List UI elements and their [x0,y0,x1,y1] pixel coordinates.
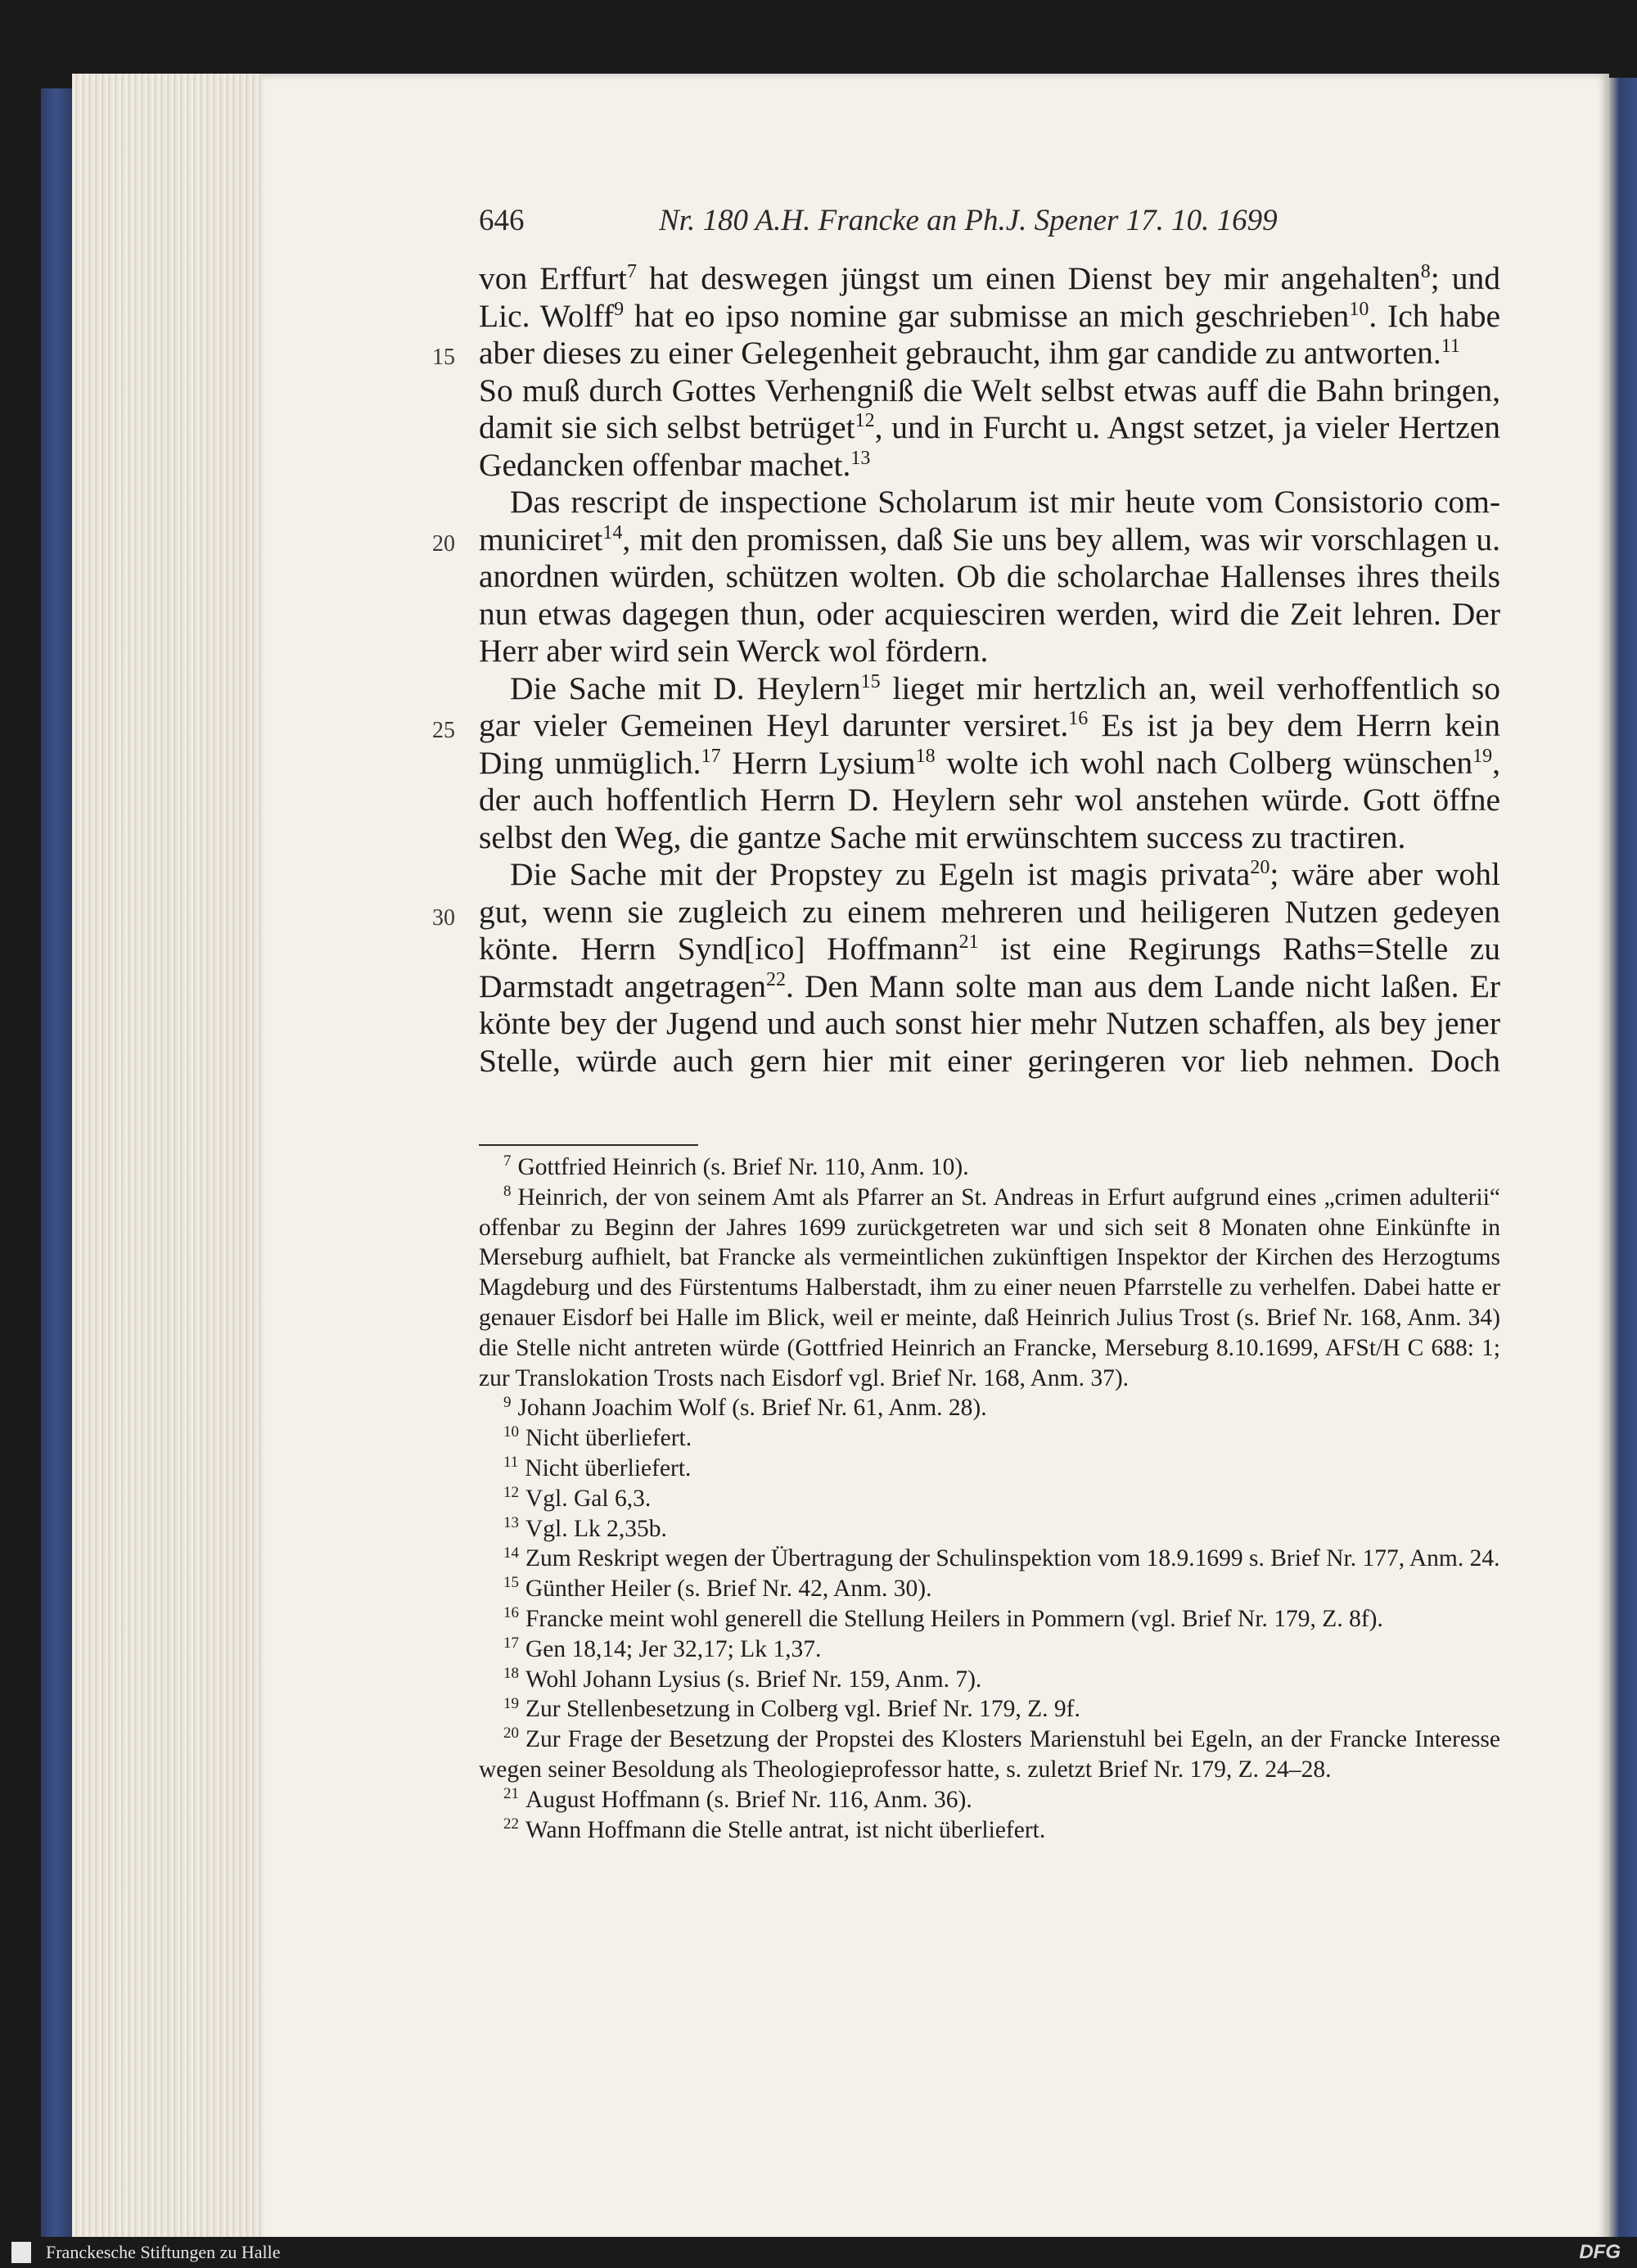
text-run: So muß durch Gottes Verhengniß die Welt selbst etwas auff die Bahn bringen, [479,372,1500,408]
footnote-number: 21 [503,1784,519,1802]
footnote-number: 22 [503,1815,519,1833]
text-line [479,447,1500,485]
text-run: Die Sache mit der Propstey zu Egeln ist magis privata [510,856,1251,892]
text-run: könte. Herrn Synd[ico] Hoffmann [479,931,959,967]
footnote-ref[interactable]: 8 [1420,260,1431,282]
footnote-number: 16 [503,1604,519,1622]
footnote-ref[interactable]: 17 [701,745,721,767]
text-run: ; und [1430,260,1500,296]
text-line [479,782,1500,819]
footnote-ref[interactable]: 9 [614,298,625,320]
text-line [479,260,1500,298]
text-run: Die Sache mit D. Heylern [510,670,861,706]
text-line [479,298,1500,336]
footnote-ref[interactable]: 22 [765,968,786,990]
footnote [479,1423,1500,1454]
footnote-ref[interactable]: 10 [1349,298,1369,320]
footnote [479,1694,1500,1725]
text-line [479,633,1500,670]
footnote-ref[interactable]: 13 [850,447,871,469]
footnote-text: Francke meint wohl generell die Stellung Heilers in Pommern (vgl. Brief Nr. 179, Z. 8f). [525,1605,1383,1632]
text-line [479,372,1500,410]
viewer-footer [0,2237,1637,2268]
footnote [479,1514,1500,1544]
book-spine [41,88,74,2237]
page-number: 646 [479,204,525,237]
text-run: nun etwas dagegen thun, oder acquiesciren werden, wird die Zeit lehren. Der [479,595,1500,632]
footnote-ref[interactable]: 15 [860,670,881,692]
footnote-text: Zur Frage der Besetzung der Propstei des Klosters Marienstuhl bei Egeln, an der Francke Interesse wegen seiner Besoldung als Theologieprofessor hatte, s. zuletzt Brief Nr. 179, Z. 24–28. [479,1726,1500,1783]
footnote-number: 8 [503,1182,512,1200]
footnote-text: Wohl Johann Lysius (s. Brief Nr. 159, Anm. 7). [525,1666,982,1693]
footnote [479,1665,1500,1695]
footnote [479,1574,1500,1604]
footnote [479,1815,1500,1846]
book-cover-edge [1608,78,1637,2239]
text-line [479,894,1500,931]
footnote-ref[interactable]: 20 [1250,856,1270,878]
text-run: Herrn Lysium [720,744,916,781]
text-line [479,409,1500,447]
footnote [479,1725,1500,1785]
footnote-ref[interactable]: 7 [627,260,638,282]
footnote-text: Zur Stellenbesetzung in Colberg vgl. Brief Nr. 179, Z. 9f. [525,1696,1080,1723]
footnote-text: Nicht überliefert. [525,1425,692,1452]
text-line [479,931,1500,968]
footnote-ref[interactable]: 11 [1441,335,1460,357]
footnote-number: 10 [503,1423,519,1441]
text-line [479,484,1500,521]
footnote-text: Zum Reskript wegen der Übertragung der Schulinspektion vom 18.9.1699 s. Brief Nr. 177, Anm. 24. [525,1545,1500,1572]
footnote [479,1544,1500,1574]
footnote-text: Wann Hoffmann die Stelle antrat, ist nicht überliefert. [525,1816,1046,1843]
text-run: , [1492,744,1500,781]
footnote-number: 7 [503,1152,512,1170]
text-line [479,558,1500,596]
footnote-number: 15 [503,1574,519,1592]
footnote-ref[interactable]: 14 [602,521,623,543]
footnote-text: Heinrich, der von seinem Amt als Pfarrer an St. Andreas in Erfurt aufgrund eines „crimen adulterii“ offenbar zu Beginn der Jahres 1699 zurückgetreten war und sich seit 8 Monaten ohne Einkünfte in Merseburg aufhielt, bat Francke als vermeintlichen zukünftigen Inspektor der Kirchen des Herzogtums Magdeburg und des Fürstentums Halberstadt, ihm zu einer neuen Pfarrstelle zu verhelfen. Dabei hatte er genauer Eisdorf bei Halle im Blick, weil er meinte, daß Heinrich Julius Trost (s. Brief Nr. 168, Anm. 34) die Stelle nicht antreten würde (Gottfried Heinrich an Francke, Merseburg 8.10.1699, AFSt/H C 688: 1; zur Translokation Trosts nach Eisdorf vgl. Brief Nr. 168, Anm. 37). [479,1184,1500,1391]
text-line [479,670,1500,708]
text-run: Das rescript de inspectione Scholarum ist mir heute vom Consistorio com- [510,484,1500,520]
footnote-number: 13 [503,1513,519,1531]
text-run: Darmstadt angetragen [479,967,766,1004]
text-line [479,335,1500,372]
text-run: hat eo ipso nomine gar submisse an mich geschrieben [624,297,1350,334]
footnote-number: 17 [503,1634,519,1652]
text-run: Lic. Wolff [479,297,615,334]
text-run: gar vieler Gemeinen Heyl darunter versiret. [479,707,1069,743]
footnote-number: 11 [503,1454,519,1472]
text-run: Ding unmüglich. [479,744,701,781]
text-run: . Ich habe [1369,297,1500,334]
text-line [479,1005,1500,1043]
text-run: wolte ich wohl nach Colberg wünschen [935,744,1473,781]
footnote-number: 12 [503,1483,519,1501]
footnote-number: 19 [503,1694,519,1712]
footnote-text: Johann Joachim Wolf (s. Brief Nr. 61, Anm. 28). [517,1395,987,1422]
text-run: , und in Furcht u. Angst setzet, ja vieler Hertzen [874,409,1500,445]
text-run: der auch hoffentlich Herrn D. Heylern sehr wol anstehen würde. Gott öffne [479,782,1500,818]
footnote [479,1634,1500,1665]
footnote [479,1604,1500,1634]
footnote-text: August Hoffmann (s. Brief Nr. 116, Anm. 36). [525,1786,972,1813]
institution-logo-icon [11,2242,31,2263]
text-run: Es ist ja bey dem Herrn kein [1088,707,1500,743]
text-line [479,856,1500,894]
text-run: damit sie sich selbst betrüget [479,409,855,445]
text-run: Herr aber wird sein Werck wol fördern. [479,633,989,669]
letter-body [479,260,1500,1080]
line-number: 15 [432,345,455,370]
text-run: gut, wenn sie zugleich zu einem mehreren und heiligeren Nutzen gedeyen [479,893,1500,930]
footnote-ref[interactable]: 18 [915,745,936,767]
footnote-text: Gottfried Heinrich (s. Brief Nr. 110, Anm. 10). [517,1154,969,1180]
footnote-text: Nicht überliefert. [525,1454,692,1481]
text-line [479,707,1500,745]
footnote-ref[interactable]: 16 [1068,707,1089,729]
footnote [479,1785,1500,1815]
line-number: 25 [432,718,455,743]
text-run: , mit den promissen, daß Sie uns bey allem, was wir vorschlagen u. [622,521,1500,557]
footnote-text: Vgl. Gal 6,3. [525,1485,652,1512]
institution-name: Franckesche Stiftungen zu Halle [46,2242,281,2262]
text-line [479,968,1500,1006]
footnote-ref[interactable]: 21 [958,931,979,953]
line-number: 20 [432,531,455,557]
footnote [479,1152,1500,1183]
text-run: Stelle, würde auch gern hier mit einer geringeren vor lieb nehmen. Doch [479,1042,1500,1079]
text-run: municiret [479,521,603,557]
text-run: lieget mir hertzlich an, weil verhoffentlich so [880,670,1500,706]
footnote [479,1454,1500,1484]
running-head: Nr. 180 A.H. Francke an Ph.J. Spener 17. 10. 1699 [659,204,1278,237]
text-run: selbst den Weg, die gantze Sache mit erwünschtem success zu tractiren. [479,818,1406,855]
footnote-text: Gen 18,14; Jer 32,17; Lk 1,37. [525,1635,822,1662]
text-run: . Den Mann solte man aus dem Lande nicht laßen. Er [785,967,1500,1004]
footnote-ref[interactable]: 12 [855,409,875,431]
footnote-number: 9 [503,1393,512,1411]
dfg-logo: DFG [1579,2241,1621,2263]
footnote-number: 18 [503,1664,519,1682]
text-run: von Erffurt [479,260,628,296]
page-edges [72,74,268,2243]
footnote-number: 20 [503,1725,519,1743]
text-run: anordnen würden, schützen wolten. Ob die scholarchae Hallenses ihres theils [479,558,1500,594]
text-line [479,521,1500,559]
footnote-text: Vgl. Lk 2,35b. [525,1515,667,1542]
text-line [479,1043,1500,1080]
footnote-text: Günther Heiler (s. Brief Nr. 42, Anm. 30). [525,1576,932,1603]
text-run: hat deswegen jüngst um einen Dienst bey mir angehalten [637,260,1421,296]
text-run: ist eine Regirungs Raths=Stelle zu [978,931,1500,967]
text-line [479,596,1500,634]
text-run: ; wäre aber wohl [1269,856,1500,892]
footnote [479,1393,1500,1423]
line-number: 30 [432,905,455,931]
footnote-rule [479,1144,698,1146]
text-run: könte bey der Jugend und auch sonst hier mehr Nutzen schaffen, als bey jener [479,1005,1500,1041]
footnote-ref[interactable]: 19 [1472,745,1493,767]
footnote [479,1183,1500,1394]
text-line [479,819,1500,857]
text-run: Gedancken offenbar machet. [479,446,851,483]
footnotes [479,1152,1500,1845]
text-line [479,745,1500,782]
text-run: aber dieses zu einer Gelegenheit gebraucht, ihm gar candide zu antworten. [479,335,1441,371]
footnote-number: 14 [503,1544,519,1562]
footnote [479,1484,1500,1514]
